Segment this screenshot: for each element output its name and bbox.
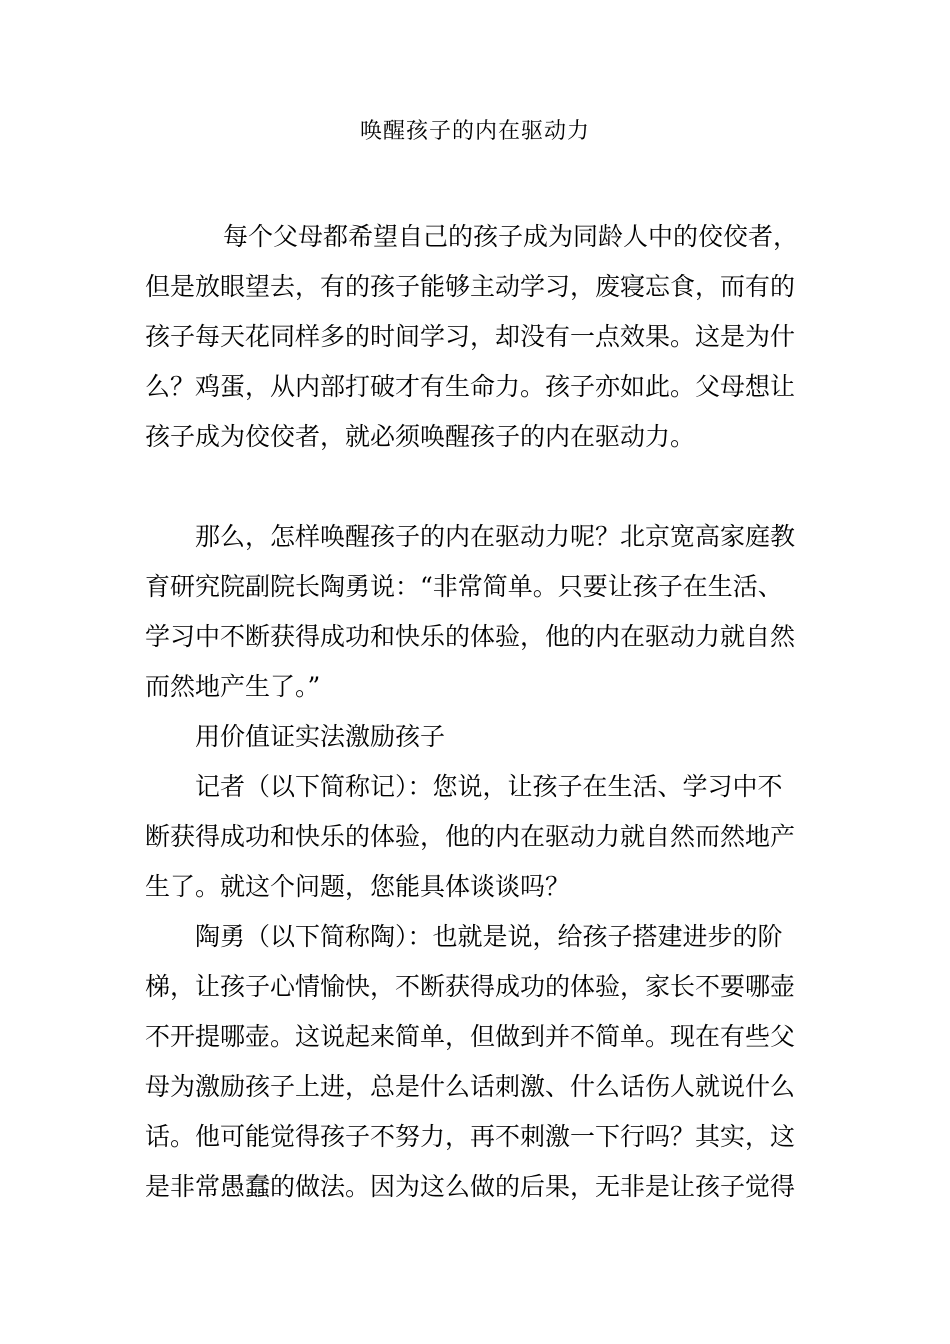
- text-line: 么？鸡蛋，从内部打破才有生命力。孩子亦如此。父母想让: [145, 372, 796, 401]
- text-line: 孩子每天花同样多的时间学习，却没有一点效果。这是为什: [145, 322, 796, 351]
- text-line: 生了。就这个问题，您能具体谈谈吗？: [145, 872, 571, 901]
- paragraph-2: [145, 512, 825, 712]
- text-line: 梯，让孩子心情愉快，不断获得成功的体验，家长不要哪壶: [145, 972, 796, 1001]
- document-body: [145, 212, 825, 1212]
- text-line: 是非常愚蠢的做法。因为这么做的后果，无非是让孩子觉得: [145, 1172, 796, 1201]
- paragraph-4: [145, 912, 825, 1212]
- text-line: 但是放眼望去，有的孩子能够主动学习，废寝忘食，而有的: [145, 272, 796, 301]
- text-line: 而然地产生了。”: [145, 672, 321, 701]
- paragraph-1: [145, 212, 825, 462]
- paragraph-3: [145, 762, 825, 912]
- text-line: 断获得成功和快乐的体验，他的内在驱动力就自然而然地产: [145, 822, 796, 851]
- text-line: 那么，怎样唤醒孩子的内在驱动力呢？北京宽高家庭教: [195, 522, 796, 551]
- text-line: 孩子成为佼佼者，就必须唤醒孩子的内在驱动力。: [145, 422, 696, 451]
- text-line: 母为激励孩子上进，总是什么话刺激、什么话伤人就说什么: [145, 1072, 796, 1101]
- text-line: 用价值证实法激励孩子: [195, 722, 446, 751]
- text-line: 学习中不断获得成功和快乐的体验，他的内在驱动力就自然: [145, 622, 796, 651]
- text-line: 不开提哪壶。这说起来简单，但做到并不简单。现在有些父: [145, 1022, 796, 1051]
- section-heading: [145, 712, 825, 762]
- text-line: 每个父母都希望自己的孩子成为同龄人中的佼佼者，: [223, 222, 799, 251]
- text-line: 陶勇（以下简称陶）：也就是说，给孩子搭建进步的阶: [195, 922, 783, 951]
- document-title: 唤醒孩子的内在驱动力: [359, 119, 590, 144]
- text-line: 育研究院副院长陶勇说：“非常简单。只要让孩子在生活、: [145, 572, 783, 601]
- paragraph-gap: [145, 462, 825, 512]
- text-line: 记者（以下简称记）：您说，让孩子在生活、学习中不: [195, 772, 783, 801]
- text-line: 话。他可能觉得孩子不努力，再不刺激一下行吗？其实，这: [145, 1122, 796, 1151]
